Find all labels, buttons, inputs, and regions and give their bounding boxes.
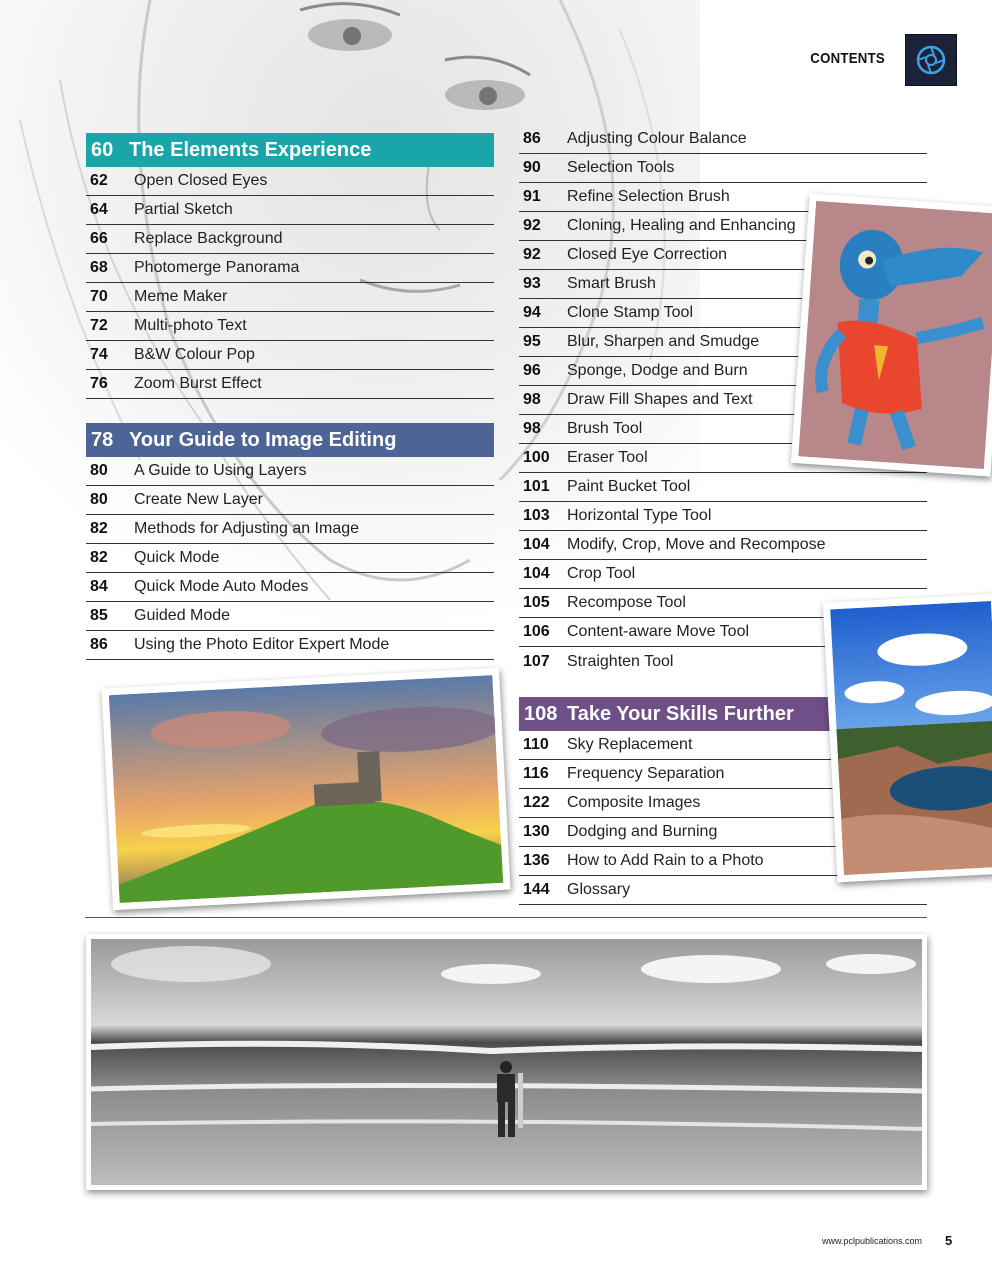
toc-title: Glossary bbox=[567, 881, 631, 898]
toc-page: 103 bbox=[523, 507, 550, 524]
toc-page: 80 bbox=[90, 491, 108, 508]
toc-page: 92 bbox=[523, 217, 541, 234]
toc-title: Smart Brush bbox=[567, 275, 656, 292]
toc-row[interactable] bbox=[86, 515, 494, 544]
toc-row[interactable] bbox=[86, 457, 494, 486]
toc-row[interactable] bbox=[519, 531, 927, 560]
toc-title: Open Closed Eyes bbox=[134, 172, 268, 189]
toc-row[interactable] bbox=[86, 196, 494, 225]
toc-title: Dodging and Burning bbox=[567, 823, 718, 840]
toc-row[interactable] bbox=[519, 473, 927, 502]
toc-title: Paint Bucket Tool bbox=[567, 478, 691, 495]
toc-page: 110 bbox=[523, 736, 549, 753]
photoshop-elements-logo-icon bbox=[905, 34, 957, 86]
toc-title: Blur, Sharpen and Smudge bbox=[567, 333, 760, 350]
toc-page: 91 bbox=[523, 188, 541, 205]
toc-page: 136 bbox=[523, 852, 550, 869]
toc-row[interactable] bbox=[86, 486, 494, 515]
toc-page: 64 bbox=[90, 201, 108, 218]
toc-title: Selection Tools bbox=[567, 159, 675, 176]
toc-page: 107 bbox=[523, 652, 550, 670]
section-header bbox=[86, 133, 494, 167]
toc-page: 70 bbox=[90, 288, 108, 305]
toc-title: B&W Colour Pop bbox=[134, 346, 255, 363]
toc-row[interactable] bbox=[86, 167, 494, 196]
toc-title: Frequency Separation bbox=[567, 765, 725, 782]
toc-row[interactable] bbox=[86, 544, 494, 573]
toc-page: 86 bbox=[523, 130, 541, 147]
toc-page: 100 bbox=[523, 449, 550, 466]
section-header bbox=[86, 423, 494, 457]
toc-title: Sponge, Dodge and Burn bbox=[567, 362, 748, 379]
toc-title: Recompose Tool bbox=[567, 594, 686, 611]
toc-title: Meme Maker bbox=[134, 288, 228, 305]
toc-page: 66 bbox=[90, 230, 108, 247]
toc-page: 106 bbox=[523, 623, 550, 640]
toc-title: Methods for Adjusting an Image bbox=[134, 520, 360, 537]
toc-row[interactable] bbox=[86, 283, 494, 312]
toc-page: 130 bbox=[523, 823, 550, 840]
toc-row[interactable] bbox=[519, 560, 927, 589]
toc-title: How to Add Rain to a Photo bbox=[567, 852, 764, 869]
toc-title: Using the Photo Editor Expert Mode bbox=[134, 636, 390, 653]
rocky-coastline-photo bbox=[823, 594, 992, 883]
toc-title: Straighten Tool bbox=[567, 652, 674, 670]
section-header bbox=[519, 697, 834, 731]
toc-title: Photomerge Panorama bbox=[134, 259, 300, 276]
toc-title: Adjusting Colour Balance bbox=[567, 130, 747, 147]
toc-page: 116 bbox=[523, 765, 549, 782]
castle-sunset-photo bbox=[101, 668, 510, 911]
toc-page: 98 bbox=[523, 391, 541, 408]
toc-row[interactable] bbox=[86, 225, 494, 254]
toc-title: Modify, Crop, Move and Recompose bbox=[567, 536, 826, 553]
section-divider bbox=[85, 917, 927, 918]
footer-url: www.pclpublications.com bbox=[822, 1236, 923, 1246]
toc-title: Horizontal Type Tool bbox=[567, 507, 712, 524]
toc-title: Clone Stamp Tool bbox=[567, 304, 693, 321]
toc-page: 95 bbox=[523, 333, 541, 350]
toc-title: Crop Tool bbox=[567, 565, 636, 582]
surfer-beach-bw-photo bbox=[86, 934, 927, 1190]
toc-title: Eraser Tool bbox=[567, 449, 648, 466]
page-number: 5 bbox=[945, 1233, 953, 1248]
toc-row[interactable] bbox=[86, 341, 494, 370]
toc-title: Content-aware Move Tool bbox=[567, 623, 750, 640]
toc-row[interactable] bbox=[519, 125, 927, 154]
toc-page: 80 bbox=[90, 462, 108, 479]
toc-row[interactable] bbox=[519, 154, 927, 183]
toc-title: Multi-photo Text bbox=[134, 317, 247, 334]
toc-page: 122 bbox=[523, 794, 550, 811]
toc-page: 104 bbox=[523, 536, 550, 553]
toc-title: Create New Layer bbox=[134, 491, 263, 508]
section-elements-experience bbox=[86, 133, 494, 399]
toc-page: 68 bbox=[90, 259, 108, 276]
toc-row[interactable] bbox=[86, 312, 494, 341]
toc-page: 92 bbox=[523, 246, 541, 263]
section-number: 60 bbox=[91, 138, 114, 161]
toc-title: Refine Selection Brush bbox=[567, 188, 730, 205]
toc-title: Quick Mode bbox=[134, 549, 220, 566]
section-title: The Elements Experience bbox=[129, 138, 372, 161]
toc-page: 96 bbox=[523, 362, 541, 379]
toc-page: 105 bbox=[523, 594, 550, 611]
toc-page: 84 bbox=[90, 578, 108, 595]
section-title: Your Guide to Image Editing bbox=[129, 428, 397, 451]
toc-page: 93 bbox=[523, 275, 541, 292]
toc-row[interactable] bbox=[86, 370, 494, 399]
toc-page: 62 bbox=[90, 172, 108, 189]
toc-title: Zoom Burst Effect bbox=[134, 375, 262, 392]
toc-page: 74 bbox=[90, 346, 108, 363]
toc-title: Partial Sketch bbox=[134, 201, 233, 218]
toc-page: 72 bbox=[90, 317, 108, 334]
section-number: 78 bbox=[91, 428, 114, 451]
toc-page: 144 bbox=[523, 881, 550, 898]
toc-title: Quick Mode Auto Modes bbox=[134, 578, 309, 595]
toc-page: 85 bbox=[90, 607, 108, 624]
toc-row[interactable] bbox=[519, 502, 927, 531]
contents-label: CONTENTS bbox=[810, 50, 885, 67]
toc-row[interactable] bbox=[86, 602, 494, 631]
toc-title: A Guide to Using Layers bbox=[134, 462, 307, 479]
toc-title: Closed Eye Correction bbox=[567, 246, 728, 263]
toc-title: Guided Mode bbox=[134, 607, 231, 624]
toc-title: Cloning, Healing and Enhancing bbox=[567, 217, 796, 234]
toc-title: Draw Fill Shapes and Text bbox=[567, 391, 753, 408]
toc-page: 82 bbox=[90, 549, 108, 566]
toc-row[interactable] bbox=[86, 631, 494, 660]
toc-title: Brush Tool bbox=[567, 420, 643, 437]
cartoon-dinosaur-photo bbox=[791, 193, 992, 476]
toc-page: 98 bbox=[523, 420, 541, 437]
toc-page: 101 bbox=[523, 478, 550, 495]
toc-page: 94 bbox=[523, 304, 541, 321]
toc-title: Composite Images bbox=[567, 794, 701, 811]
section-guide-image-editing bbox=[86, 423, 494, 660]
toc-page: 90 bbox=[523, 159, 541, 176]
toc-page: 82 bbox=[90, 520, 108, 537]
toc-page: 76 bbox=[90, 375, 108, 392]
toc-row[interactable] bbox=[86, 254, 494, 283]
toc-page: 86 bbox=[90, 636, 108, 653]
toc-title: Sky Replacement bbox=[567, 736, 693, 753]
toc-title: Replace Background bbox=[134, 230, 283, 247]
toc-row[interactable] bbox=[86, 573, 494, 602]
section-number: 108 bbox=[524, 702, 558, 725]
section-title: Take Your Skills Further bbox=[567, 702, 794, 725]
toc-page: 104 bbox=[523, 565, 550, 582]
